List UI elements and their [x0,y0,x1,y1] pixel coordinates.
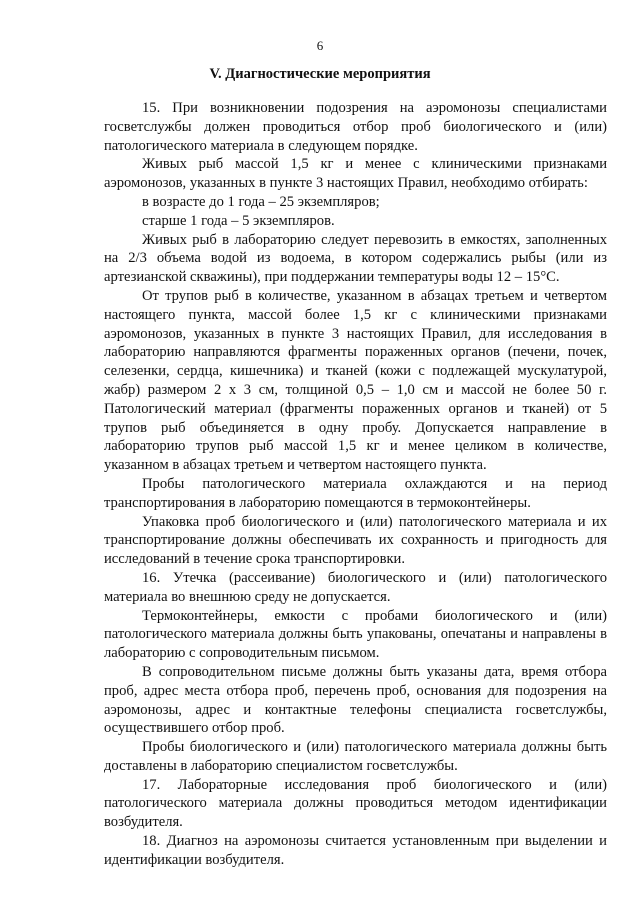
paragraph-cover-letter: В сопроводительном письме должны быть указаны дата, время отбора проб, адрес места отбора проб, перечень проб, основания для подозрения на аэромонозы, адрес и контактные телефоны специалиста госветслужбы, осуществившего отбор проб. [104,663,607,737]
section-title: V. Диагностические мероприятия [209,66,431,82]
paragraph-16-leak: 16. Утечка (рассеивание) биологического и (или) патологического материала во внешнюю среду не допускается. [104,569,607,605]
paragraph-15-intro: 15. При возникновении подозрения на аэромонозы специалистами госветслужбы должен проводиться отбор проб биологического и (или) патологического материала в следующем порядке. [104,100,607,154]
paragraph-18-diagnosis: 18. Диагноз на аэромонозы считается установленным при выделении и идентификации возбудителя. [104,833,607,868]
paragraph-age-over-1: старше 1 года – 5 экземпляров. [142,212,335,229]
paragraph-age-under-1: в возрасте до 1 года – 25 экземпляров; [142,193,380,210]
document-body [104,99,607,870]
paragraph-transport-live: Живых рыб в лабораторию следует перевозить в емкостях, заполненных на 2/3 объема водой из водоема, в котором содержались рыбы (или из артезианской скважины), при поддержании температуры воды 12 – 15°С. [104,231,607,286]
paragraph-live-fish: Живых рыб массой 1,5 кг и менее с клиническими признаками аэромонозов, указанных в пункте 3 настоящих Правил, необходимо отбирать: [104,156,607,192]
paragraph-packaging: Упаковка проб биологического и (или) патологического материала и их транспортирование должны обеспечивать их сохранность и пригодность для исследований в течение срока транспортировки. [104,513,607,568]
paragraph-delivery: Пробы биологического и (или) патологического материала должны быть доставлены в лабораторию специалистом госветслужбы. [104,739,607,774]
paragraph-dead-fish: От трупов рыб в количестве, указанном в абзацах третьем и четвертом настоящего пункта, массой более 1,5 кг с клиническими признаками аэромонозов, указанных в пункте 3 настоящих Правил, для исследования в лабораторию направляются фрагменты пораженных органов (печени, почек, селезенки, сердца, кишечника) и тканей (кожи с подлежащей мускулатурой, жабр) размером 2 х 3 см, толщиной 0,5 – 1,0 см и массой не более 50 г. Патологический материал (фрагменты пораженных органов и тканей) от 5 трупов рыб объединяется в одну пробу. Допускается направление в лабораторию трупов рыб массой 1,5 кг и менее целиком в количестве, указанном в абзацах третьем и четвертом настоящего пункта. [104,287,607,474]
page-number: 6 [316,38,324,53]
paragraph-containers: Термоконтейнеры, емкости с пробами биологического и (или) патологического материала должны быть упакованы, опечатаны и направлены в лабораторию с сопроводительным письмом. [104,607,607,662]
paragraph-17-lab: 17. Лабораторные исследования проб биологического и (или) патологического материала должны проводиться методом идентификации возбудителя. [104,776,607,831]
paragraph-cooling: Пробы патологического материала охлаждаются и на период транспортирования в лабораторию помещаются в термоконтейнеры. [104,475,607,511]
